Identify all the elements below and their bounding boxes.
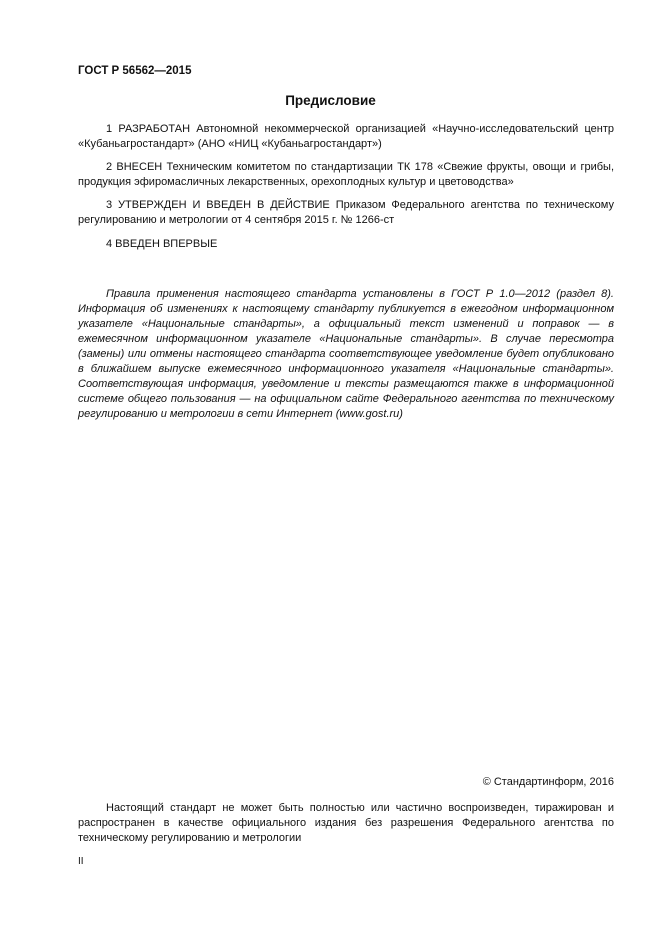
section-title: Предисловие	[285, 93, 376, 108]
reproduction-restriction	[78, 801, 614, 846]
foreword-item-3	[78, 198, 614, 228]
copyright-notice: © Стандартинформ, 2016	[482, 776, 614, 788]
foreword-item-3-text: 3 УТВЕРЖДЕН И ВВЕДЕН В ДЕЙСТВИЕ Приказом Федерального агентства по техническому регулированию и метрологии от 4 сентября 2015 г. № 1266-ст	[78, 199, 614, 226]
foreword-item-4-text: 4 ВВЕДЕН ВПЕРВЫЕ	[106, 238, 218, 250]
foreword-item-2	[78, 160, 614, 190]
page-number: II	[78, 856, 84, 867]
reproduction-restriction-text: Настоящий стандарт не может быть полностью или частично воспроизведен, тиражирован и распространен в качестве официального издания без разрешения Федерального агентства по техническому регулированию и метрологии	[78, 802, 614, 844]
foreword-item-2-text: 2 ВНЕСЕН Техническим комитетом по стандартизации ТК 178 «Свежие фрукты, овощи и грибы, продукция эфиромасличных лекарственных, орехоплодных культур и цветоводства»	[78, 161, 614, 188]
foreword-item-4	[78, 237, 614, 252]
document-header: ГОСТ Р 56562—2015	[78, 65, 192, 77]
application-rules-notice-text: Правила применения настоящего стандарта установлены в ГОСТ Р 1.0—2012 (раздел 8). Информация об изменениях к настоящему стандарту публикуется в ежегодном информационном указателе «Национальные стандарты», а официальный текст изменений и поправок — в ежемесячном информационном указателе «Национальные стандарты». В случае пересмотра (замены) или отмены настоящего стандарта соответствующее уведомление будет опубликовано в ближайшем выпуске ежемесячного информационного указателя «Национальные стандарты». Соответствующая информация, уведомление и тексты размещаются также в информационной системе общего пользования — на официальном сайте Федерального агентства по техническому регулированию и метрологии в сети Интернет (www.gost.ru)	[78, 288, 614, 420]
foreword-item-1-text: 1 РАЗРАБОТАН Автономной некоммерческой организацией «Научно-исследовательский центр «Кубаньагростандарт» (АНО «НИЦ «Кубаньагростандарт»)	[78, 123, 614, 150]
foreword-item-1	[78, 122, 614, 152]
application-rules-notice	[78, 287, 614, 422]
